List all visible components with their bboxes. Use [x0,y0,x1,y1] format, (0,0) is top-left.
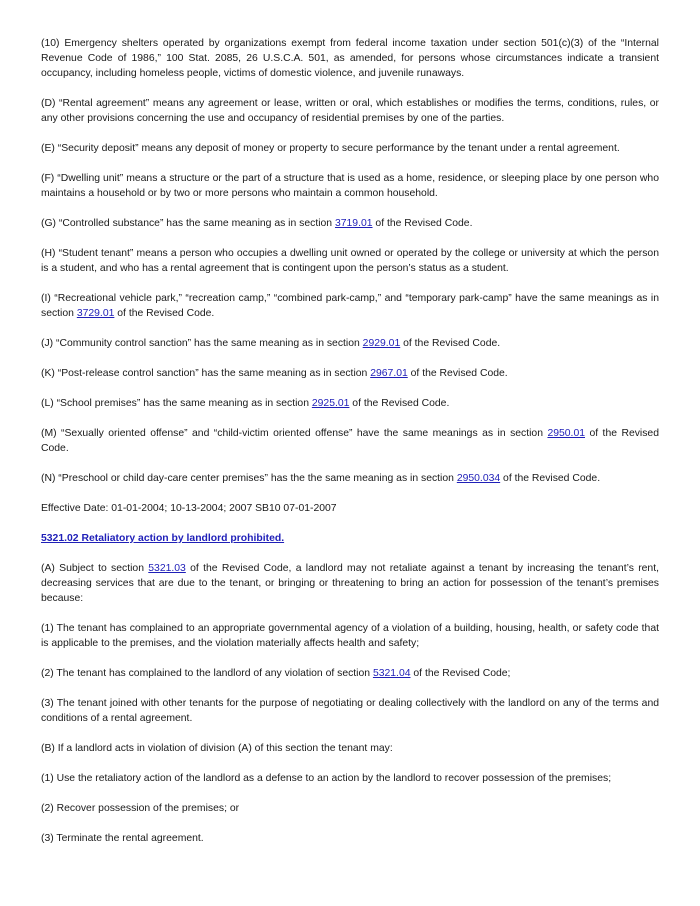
section-link-2967-01[interactable]: 2967.01 [370,368,408,379]
section-link-3729-01[interactable]: 3729.01 [76,308,115,319]
paragraph-text: of the Revised Code. [372,218,473,229]
section-link-2950-01[interactable]: 2950.01 [547,428,585,439]
paragraph-e-security-deposit: (E) “Security deposit” means any deposit of money or property to secure performance by the tenant under a rental agreement. [41,143,620,154]
paragraph-m-sexually-oriented-offense [41,426,659,456]
section-link-2925-01[interactable]: 2925.01 [311,398,350,409]
paragraph-text: (K) “Post-release control sanction” has the same meaning as in section [41,368,371,379]
paragraph-text: of the Revised Code, a landlord may not retaliate against a tenant by increasing the tenant’s rent, decreasing services that are due to the tenant, or bringing or threatening to bring an action for possession of the tenant’s premises because: [41,563,659,604]
paragraph-text: of the Revised Code. [400,338,501,349]
paragraph-b: (B) If a landlord acts in violation of division (A) of this section the tenant may: [41,743,393,754]
paragraph-d-rental-agreement: (D) “Rental agreement” means any agreement or lease, written or oral, which establishes or modifies the terms, conditions, rules, or any other provisions concerning the use and occupancy of residential premises by one of the parties. [41,98,659,124]
paragraph-text: (2) The tenant has complained to the landlord of any violation of section [41,668,373,679]
paragraph-n-preschool-premises [41,471,659,486]
paragraph-text: (N) “Preschool or child day-care center premises” has the the same meaning as in section [41,473,457,484]
paragraph-j-community-control [41,336,659,351]
paragraph-text: of the Revised Code; [410,668,511,679]
paragraph-a2 [41,666,659,681]
document-page [41,36,659,861]
section-link-2929-01[interactable]: 2929.01 [362,338,401,349]
paragraph-text: of the Revised Code. [114,308,215,319]
paragraph-text: of the Revised Code. [407,368,508,379]
paragraph-text: (G) “Controlled substance” has the same meaning as in section [41,218,335,229]
paragraph-text: (L) “School premises” has the same meaning as in section [41,398,312,409]
effective-date: Effective Date: 01-01-2004; 10-13-2004; 2007 SB10 07-01-2007 [41,503,337,514]
section-link-5321-04[interactable]: 5321.04 [372,668,411,679]
section-link-2950-034[interactable]: 2950.034 [456,473,501,484]
section-link-3719-01[interactable]: 3719.01 [334,218,373,229]
paragraph-text: of the Revised Code. [500,473,601,484]
paragraph-b2: (2) Recover possession of the premises; or [41,803,240,814]
section-heading-link-5321-02[interactable]: 5321.02 Retaliatory action by landlord prohibited. [41,533,285,544]
paragraph-g-controlled-substance [41,216,659,231]
paragraph-text: of the Revised Code. [349,398,450,409]
paragraph-f-dwelling-unit: (F) “Dwelling unit” means a structure or the part of a structure that is used as a home, residence, or sleeping place by one person who maintains a household or by two or more persons who maintain a common household. [41,173,659,199]
paragraph-b3: (3) Terminate the rental agreement. [41,833,204,844]
paragraph-l-school-premises [41,396,659,411]
paragraph-a1: (1) The tenant has complained to an appropriate governmental agency of a violation of a building, housing, health, or safety code that is applicable to the premises, and the violation materially affects health and safety; [41,623,659,649]
paragraph-text: (A) Subject to section [41,563,149,574]
paragraph-a3: (3) The tenant joined with other tenants for the purpose of negotiating or dealing collectively with the landlord on any of the terms and conditions of a rental agreement. [41,698,659,724]
section-heading [41,531,659,546]
paragraph-h-student-tenant: (H) “Student tenant” means a person who occupies a dwelling unit owned or operated by the college or university at which the person is a student, and who has a rental agreement that is contingent upon the person’s status as a student. [41,248,659,274]
paragraph-a-retaliation [41,561,659,606]
paragraph-text: (J) “Community control sanction” has the same meaning as in section [41,338,363,349]
paragraph-text: (I) “Recreational vehicle park,” “recreation camp,” “combined park-camp,” and “temporary park-camp” have the same meanings as in section [41,293,659,319]
section-link-5321-03[interactable]: 5321.03 [148,563,186,574]
paragraph-k-post-release [41,366,659,381]
paragraph-i-recreational-vehicle-park [41,291,659,321]
paragraph-text: of the Revised Code. [41,428,659,454]
paragraph-b1: (1) Use the retaliatory action of the landlord as a defense to an action by the landlord to recover possession of the premises; [41,773,612,784]
paragraph-text: (M) “Sexually oriented offense” and “child-victim oriented offense” have the same meanings as in section [41,428,548,439]
paragraph-10: (10) Emergency shelters operated by organizations exempt from federal income taxation under section 501(c)(3) of the “Internal Revenue Code of 1986,” 100 Stat. 2085, 26 U.S.C.A. 501, as amended, for persons whose circumstances indicate a transient occupancy, including homeless people, victims of domestic violence, and juvenile runaways. [41,38,659,79]
